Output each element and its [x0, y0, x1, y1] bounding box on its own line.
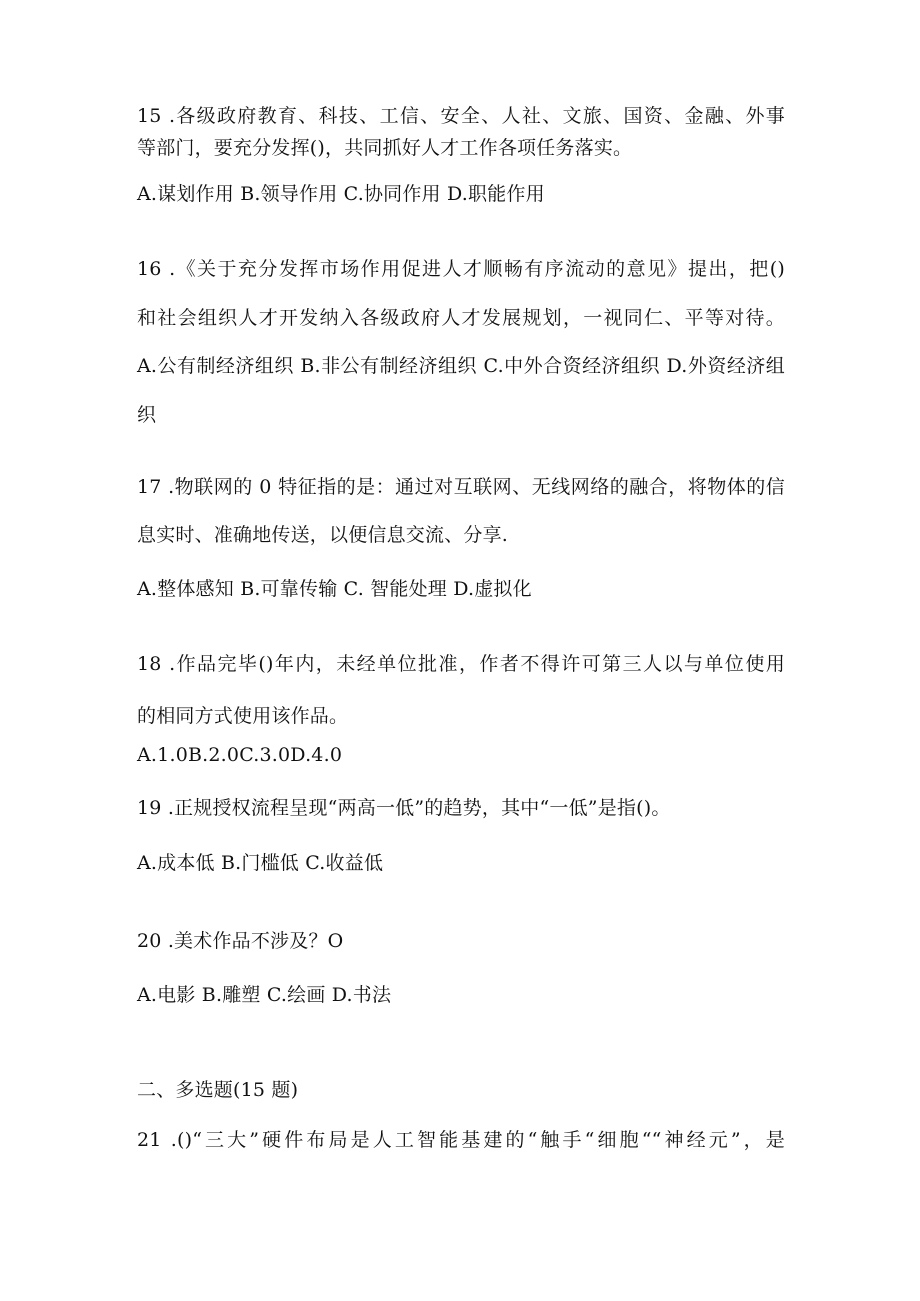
question-21-line-1: 21 .()“三大”硬件布局是人工智能基建的“触手“细胞““神经元”，是	[137, 1129, 785, 1151]
question-15-options: A.谋划作用 B.领导作用 C.协同作用 D.职能作用	[137, 183, 545, 205]
question-17-line-2: 息实时、准确地传送，以便信息交流、分享.	[137, 524, 509, 546]
question-16-options-line-2: 织	[137, 404, 157, 426]
question-15-line-1: 15 .各级政府教育、科技、工信、安全、人社、文旅、国资、金融、外事	[137, 105, 785, 127]
question-19-line-1: 19 .正规授权流程呈现“两高一低”的趋势，其中“一低”是指()。	[137, 797, 671, 819]
question-18-line-1: 18 .作品完毕()年内，未经单位批准，作者不得许可第三人以与单位使用	[137, 653, 785, 675]
question-18-options: A.1.0B.2.0C.3.0D.4.0	[137, 744, 343, 766]
question-18-line-2: 的相同方式使用该作品。	[137, 705, 349, 727]
question-16-line-1: 16 .《关于充分发挥市场作用促进人才顺畅有序流动的意见》提出，把()	[137, 258, 785, 280]
section-heading: 二、多选题(15 题)	[137, 1079, 299, 1101]
question-19-options: A.成本低 B.门槛低 C.收益低	[137, 852, 384, 874]
question-17-line-1: 17 .物联网的 0 特征指的是：通过对互联网、无线网络的融合，将物体的信	[137, 476, 785, 498]
question-20-line-1: 20 .美术作品不涉及？O	[137, 930, 344, 952]
question-16-line-2: 和社会组织人才开发纳入各级政府人才发展规划，一视同仁、平等对待。	[137, 307, 785, 329]
question-16-options-line-1: A.公有制经济组织 B.非公有制经济组织 C.中外合资经济组织 D.外资经济组	[137, 355, 785, 377]
question-20-options: A.电影 B.雕塑 C.绘画 D.书法	[137, 984, 392, 1006]
question-17-options: A.整体感知 B.可靠传输 C. 智能处理 D.虚拟化	[137, 578, 532, 600]
question-15-line-2: 等部门，要充分发挥()，共同抓好人才工作各项任务落实。	[137, 137, 633, 159]
